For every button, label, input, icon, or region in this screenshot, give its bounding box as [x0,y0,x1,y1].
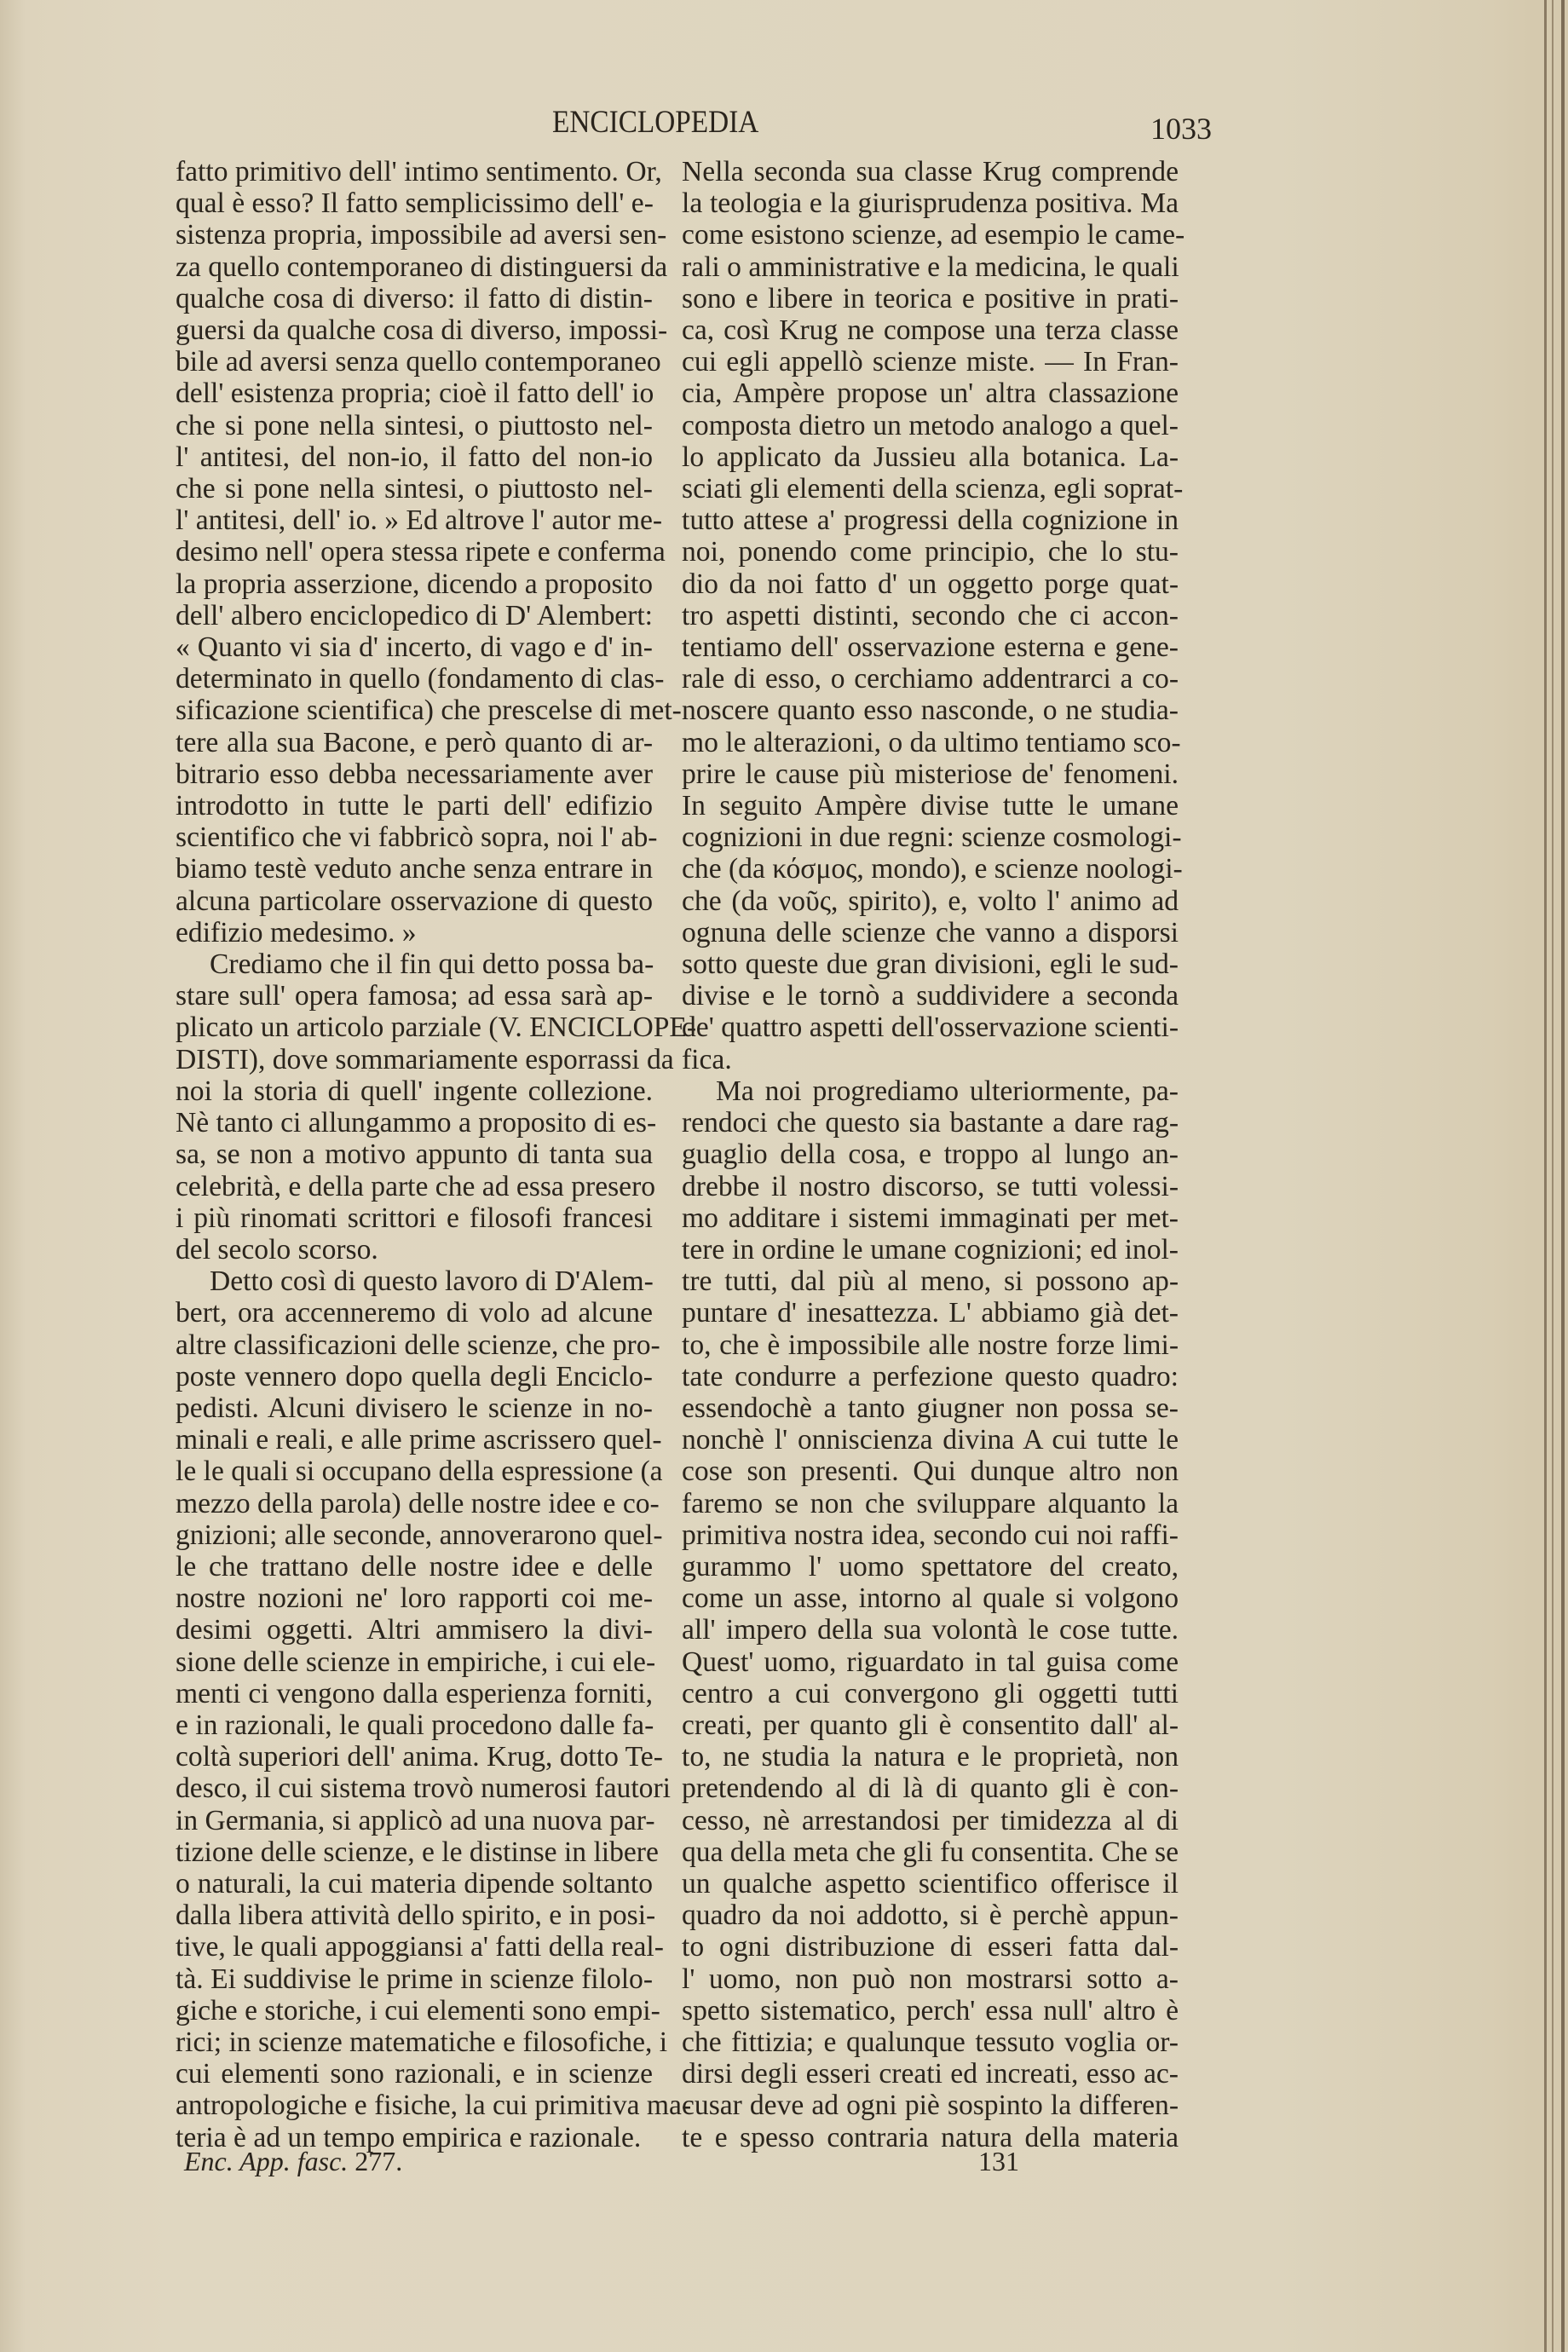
text-line: nonchè l' onniscienza divina A cui tutte le [682,1424,1179,1456]
text-line: Ma noi progrediamo ulteriormente, pa- [716,1075,1179,1107]
text-line: tentiamo dell' osservazione esterna e gene- [682,631,1179,664]
text-line: i più rinomati scrittori e filosofi francesi [176,1202,653,1234]
text-line: tà. Ei suddivise le prime in scienze filolo- [176,1963,653,1995]
text-line: « Quanto vi sia d' incerto, di vago e d' in- [176,631,653,664]
text-line: dirsi degli esseri creati ed increati, esso ac- [682,2058,1179,2090]
text-line: ca, così Krug ne compose una terza classe [682,314,1179,347]
text-line: che fittizia; e qualunque tessuto voglia or- [682,2026,1179,2058]
text-line: tro aspetti distinti, secondo che ci accon- [682,599,1179,631]
text-line: la propria asserzione, dicendo a proposito [176,568,653,600]
text-line: drebbe il nostro discorso, se tutti volessi- [682,1170,1179,1202]
text-line: qualche cosa di diverso: il fatto di distin- [176,282,653,314]
text-line: edifizio medesimo. » [176,916,417,948]
text-line: tive, le quali appoggiansi a' fatti della real- [176,1931,664,1963]
text-line: Nè tanto ci allungammo a proposito di es- [176,1107,657,1139]
text-line: noscere quanto esso nasconde, o ne studia- [682,695,1179,727]
page-number: 1033 [1150,112,1212,146]
text-line: composta dietro un metodo analogo a quel- [682,409,1179,441]
text-line: centro a cui convergono gli oggetti tutti [682,1677,1179,1709]
text-line: rale di esso, o cerchiamo addentrarci a co- [682,663,1179,695]
text-line: che (da κόσμος, mondo), e scienze noologi- [682,853,1183,885]
text-line: za quello contemporaneo di distinguersi da [176,251,668,283]
text-line: l' antitesi, del non-io, il fatto del non-io [176,441,653,473]
text-line: dio da noi fatto d' un oggetto porge quat- [682,568,1179,600]
text-line: noi, ponendo come principio, che lo stu- [682,536,1179,568]
text-line: sione delle scienze in empiriche, i cui ele- [176,1646,656,1678]
text-line: pretendendo al di là di quanto gli è con- [682,1773,1179,1805]
text-line: desimo nell' opera stessa ripete e conferma [176,536,666,568]
text-line: quadro da noi addotto, si è perchè appun- [682,1899,1179,1932]
text-line: cui egli appellò scienze miste. — In Fran- [682,346,1179,378]
text-line: del secolo scorso. [176,1233,378,1265]
text-line: Crediamo che il fin qui detto possa ba- [210,948,654,981]
text-line: te e spesso contraria natura della materia [682,2121,1179,2153]
text-line: cose son presenti. Qui dunque altro non [682,1456,1179,1488]
text-line: bitrario esso debba necessariamente aver [176,758,653,790]
text-line: cesso, nè arrestandosi per timidezza al di [682,1804,1179,1836]
text-line: faremo se non che sviluppare alquanto la [682,1487,1179,1519]
text-line: un qualche aspetto scientifico offerisce il [682,1867,1179,1899]
text-line: come esistono scienze, ad esempio le came- [682,219,1185,251]
text-line: altre classificazioni delle scienze, che pro- [176,1329,660,1361]
text-line: che si pone nella sintesi, o piuttosto nel- [176,409,653,441]
text-line: pedisti. Alcuni divisero le scienze in no- [176,1392,653,1424]
text-line: desco, il cui sistema trovò numerosi fautori [176,1773,671,1805]
folio-number: 131 [978,2146,1019,2176]
text-line: tere in ordine le umane cognizioni; ed inol- [682,1233,1179,1265]
text-line: to, che è impossibile alle nostre forze limi- [682,1329,1179,1361]
text-line: bert, ora accenneremo di volo ad alcune [176,1297,653,1329]
text-line: le le quali si occupano della espressione (a [176,1456,663,1488]
text-line: celebrità, e della parte che ad essa presero [176,1170,656,1202]
text-line: tutto attese a' progressi della cognizione in [682,504,1179,537]
text-line: mo le alterazioni, o da ultimo tentiamo sco- [682,726,1181,758]
text-line: bile ad aversi senza quello contemporaneo [176,346,661,378]
text-line: qua della meta che gli fu consentita. Che se [682,1836,1179,1868]
text-line: la teologia e la giurisprudenza positiva. Ma [682,187,1179,220]
text-line: che si pone nella sintesi, o piuttosto nel- [176,473,653,505]
text-line: noi la storia di quell' ingente collezione. [176,1075,653,1107]
text-line: creati, per quanto gli è consentito dall' al- [682,1709,1179,1741]
text-line: tizione delle scienze, e le distinse in libere [176,1836,659,1868]
text-line: menti ci vengono dalla esperienza forniti, [176,1677,653,1709]
text-line: dalla libera attività dello spirito, e in posi- [176,1899,656,1932]
text-line: tere alla sua Bacone, e però quanto di ar- [176,726,653,758]
text-line: Quest' uomo, riguardato in tal guisa come [682,1646,1179,1678]
text-line: sciati gli elementi della scienza, egli soprat- [682,473,1184,505]
text-line: mo additare i sistemi immaginati per met- [682,1202,1179,1234]
left-column [176,156,697,2153]
text-line: determinato in quello (fondamento di clas- [176,663,665,695]
text-line: alcuna particolare osservazione di questo [176,885,653,917]
text-line: prire le cause più misteriose de' fenomeni. [682,758,1179,790]
text-line: In seguito Ampère divise tutte le umane [682,790,1179,822]
text-line: coltà superiori dell' anima. Krug, dotto Te- [176,1741,663,1773]
text-line: rendoci che questo sia bastante a dare rag- [682,1107,1179,1139]
text-line: ognuna delle scienze che vanno a disporsi [682,916,1179,948]
text-line: sificazione scientifica) che prescelse di met- [176,695,682,727]
text-line: guersi da qualche cosa di diverso, impossi- [176,314,668,347]
text-line: all' impero della sua volontà le cose tutte. [682,1614,1179,1646]
text-line: primitiva nostra idea, secondo cui noi raffi- [682,1519,1179,1551]
text-line: dell' albero enciclopedico di D' Alembert: [176,599,653,631]
text-line: tate condurre a perfezione questo quadro: [682,1360,1179,1392]
text-line: puntare d' inesattezza. L' abbiamo già det- [682,1297,1179,1329]
text-line: guaglio della cosa, e troppo al lungo an- [682,1139,1179,1171]
signature-number: 277. [355,2146,403,2176]
text-line: minali e reali, e alle prime ascrissero quel- [176,1424,662,1456]
text-line: divise e le tornò a suddividere a seconda [682,980,1179,1012]
text-line: sono e libere in teorica e positive in prati- [682,282,1179,314]
text-line: gnizioni; alle seconde, annoverarono quel- [176,1519,663,1551]
text-line: mezzo della parola) delle nostre idee e co- [176,1487,660,1519]
text-line: sistenza propria, impossibile ad aversi sen- [176,219,667,251]
text-line: che (da νοῦς, spirito), e, volto l' animo ad [682,885,1179,917]
text-line: rali o amministrative e la medicina, le quali [682,251,1179,283]
text-line: cui elementi sono razionali, e in scienze [176,2058,653,2090]
text-line: fatto primitivo dell' intimo sentimento. Or, [176,156,662,187]
text-line: teria è ad un tempo empirica e razionale. [176,2121,642,2153]
text-line: dell' esistenza propria; cioè il fatto dell' io [176,378,654,410]
text-line: to ogni distribuzione di esseri fatta dal- [682,1931,1179,1963]
text-line: desimi oggetti. Altri ammisero la divi- [176,1614,653,1646]
text-line: o naturali, la cui materia dipende soltanto [176,1867,653,1899]
text-line: giche e storiche, i cui elementi sono empi- [176,1994,660,2026]
text-line: nostre nozioni ne' loro rapporti coi me- [176,1582,653,1615]
text-line: rici; in scienze matematiche e filosofiche, i [176,2026,668,2058]
text-line: Nella seconda sua classe Krug comprende [682,156,1179,187]
text-line: essendochè a tanto giugner non possa se- [682,1392,1179,1424]
text-line: qual è esso? Il fatto semplicissimo dell' e- [176,187,654,220]
text-line: plicato un articolo parziale (V. ENCICLOPE- [176,1012,697,1044]
signature-mark [184,2146,402,2177]
page-edge-line [1552,0,1554,2352]
text-line: sa, se non a motivo appunto di tanta sua [176,1139,653,1171]
text-line: introdotto in tutte le parti dell' edifizio [176,790,653,822]
text-line: poste vennero dopo quella degli Enciclo- [176,1360,653,1392]
text-line: e in razionali, le quali procedono dalle fa- [176,1709,654,1741]
text-line: cusar deve ad ogni piè sospinto la differen- [682,2090,1179,2122]
text-line: biamo testè veduto anche senza entrare in [176,853,653,885]
text-line: DISTI), dove sommariamente esporrassi da [176,1043,674,1075]
text-line: gurammo l' uomo spettatore del creato, [682,1550,1179,1582]
text-line: spetto sistematico, perch' essa null' altro è [682,1994,1179,2026]
page-edge-line [1544,0,1547,2352]
page-edge-line [1561,0,1565,2352]
text-line: lo applicato da Jussieu alla botanica. La- [682,441,1179,473]
text-line: sotto queste due gran divisioni, egli le sud- [682,948,1179,981]
text-line: l' uomo, non può non mostrarsi sotto a- [682,1963,1179,1995]
text-line: come un asse, intorno al quale si volgono [682,1582,1179,1615]
text-line: antropologiche e fisiche, la cui primitiva ma- [176,2090,692,2122]
signature-text: Enc. App. fasc. [184,2146,349,2176]
text-line: l' antitesi, dell' io. » Ed altrove l' autor me- [176,504,663,537]
text-line: le che trattano delle nostre idee e delle [176,1550,653,1582]
running-head: ENCICLOPEDIA [552,105,759,140]
text-line: stare sull' opera famosa; ad essa sarà ap- [176,980,653,1012]
text-line: in Germania, si applicò ad una nuova par- [176,1804,655,1836]
text-line: to, ne studia la natura e le proprietà, non [682,1741,1179,1773]
text-line: cia, Ampère propose un' altra classazione [682,378,1179,410]
text-line: de' quattro aspetti dell'osservazione scienti- [682,1012,1179,1044]
right-column [682,156,1185,2153]
text-line: Detto così di questo lavoro di D'Alem- [210,1265,654,1298]
text-line: tre tutti, dal più al meno, si possono ap- [682,1265,1179,1298]
text-line: scientifico che vi fabbricò sopra, noi l' ab- [176,821,658,854]
text-line: fica. [682,1043,732,1075]
text-line: cognizioni in due regni: scienze cosmologi- [682,821,1182,854]
